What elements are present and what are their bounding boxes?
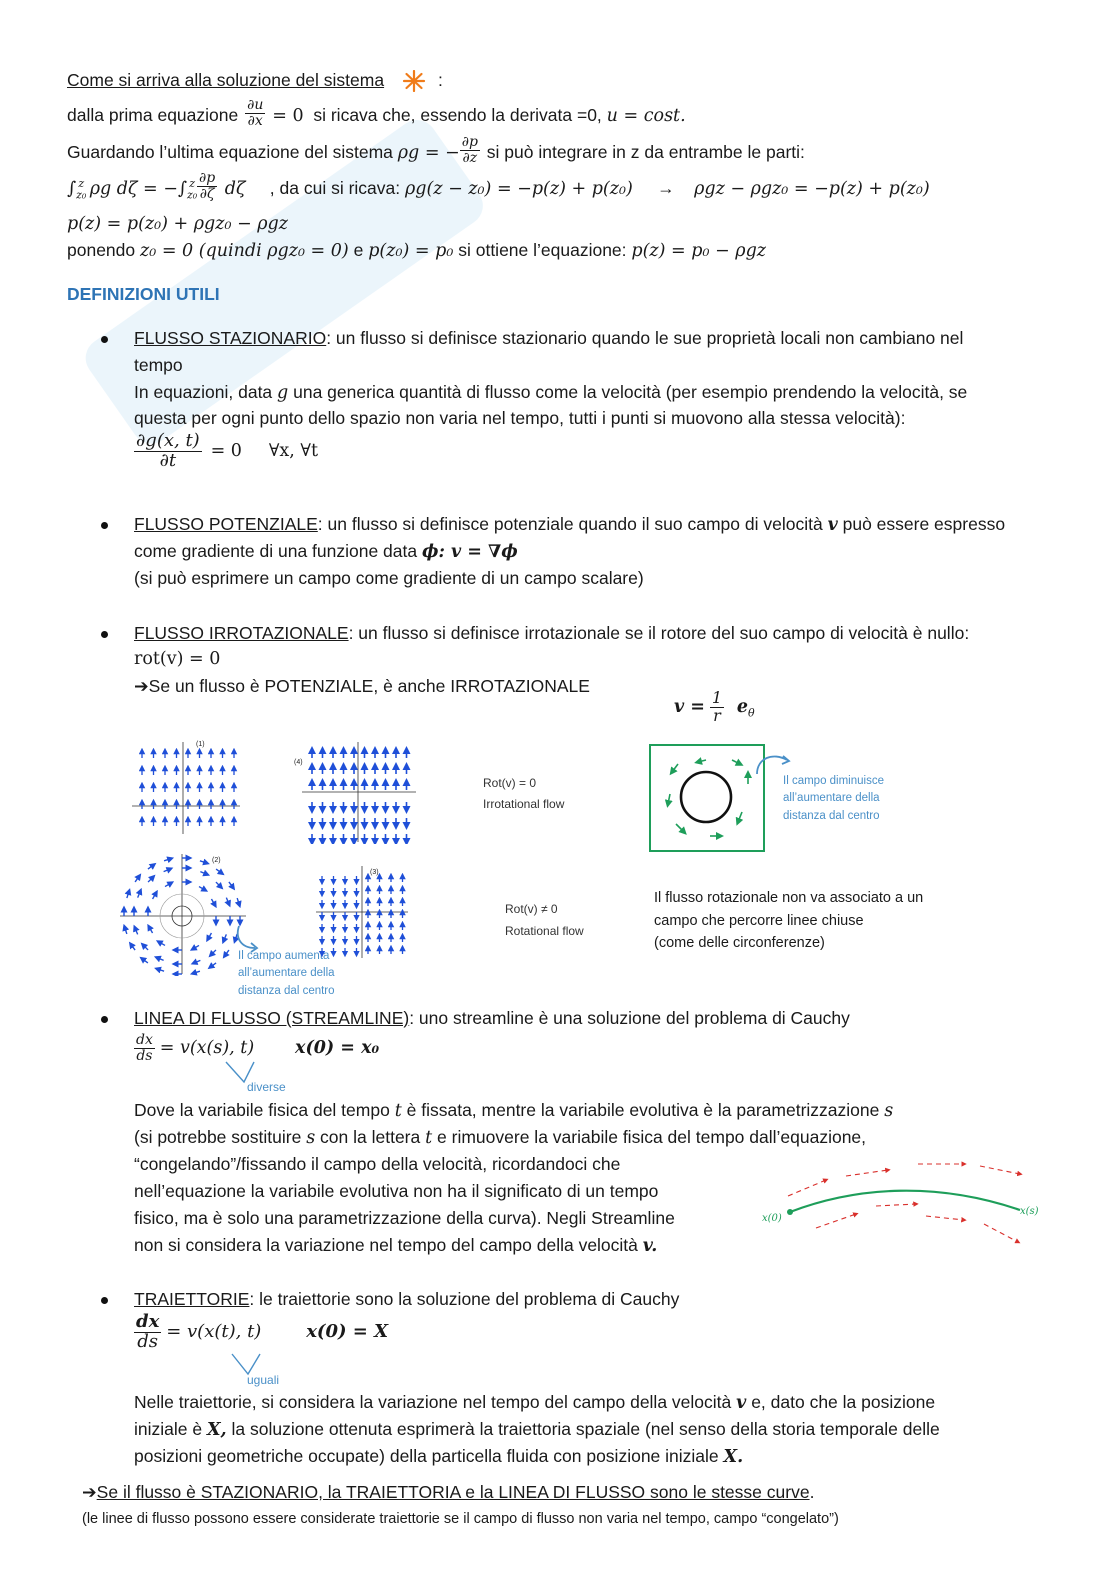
irrotazionale-text-3: Se un flusso è POTENZIALE, è anche IRROTAZIONALE: [148, 676, 590, 696]
intro-line-5: [67, 240, 766, 263]
term-stazionario: FLUSSO STAZIONARIO: [134, 328, 327, 348]
intro-line-4: p(z) = p(z₀) + ρgz₀ − ρgz: [67, 214, 288, 234]
intro-line5-math-3: p(z) = p₀ − ρgz: [631, 241, 766, 261]
symbol-X: X,: [206, 1420, 227, 1440]
streamline-para-5: fisico, ma è solo una parametrizzazione della curva). Negli Streamline: [134, 1208, 675, 1228]
potenziale-line-2: [134, 541, 518, 564]
du-dx-fraction: $\frac{\partial u}{\partial x}$: [247, 97, 264, 129]
streamline-text-1: : uno streamline è una soluzione del problema di Cauchy: [409, 1008, 850, 1028]
streamline-p2-post: e rimuovere la variabile fisica del tempo dall’equazione,: [437, 1127, 867, 1147]
intro-line5-pre: ponendo: [67, 240, 136, 260]
field-arrow: [153, 893, 157, 899]
symbol-s: s: [306, 1128, 316, 1148]
streamline-fig-xs: x(s): [1020, 1206, 1039, 1217]
streamline-p1-mid: è fissata, mentre la variabile evolutiva è la parametrizzazione: [406, 1100, 880, 1120]
field-arrow: [125, 927, 127, 934]
formula-den: r: [713, 705, 721, 725]
streamline-eq-ic: x(0) = x₀: [295, 1037, 380, 1058]
traiettorie-text-1: : le traiettorie sono la soluzione del problema di Cauchy: [249, 1289, 680, 1309]
shear-flow-field: [292, 740, 422, 844]
field-arrow: [193, 971, 200, 973]
intro-line-2: Guardando l’ultima equazione del sistema ρg = − $\frac{\partial p}{\partial z}$ si può integrare in z da entrambe le parti:: [67, 134, 805, 166]
streamline-p6-pre: non si considera la variazione nel tempo del campo della velocità: [134, 1235, 638, 1255]
figure-label-3: (3): [370, 869, 379, 876]
u-const-math: u = cost.: [606, 105, 686, 126]
linear-shear-field: [312, 864, 412, 960]
rot-note-3: (come delle circonferenze): [654, 935, 825, 951]
bullet: [101, 1297, 108, 1304]
traiettorie-p3-pre: posizioni geometriche occupate) della particella fluida con posizione iniziale: [134, 1446, 719, 1466]
field-arrow: [164, 859, 171, 861]
eq-rhs: = 0: [210, 441, 242, 462]
streamline-eq-den: ds: [136, 1047, 153, 1064]
symbol-t: t: [394, 1101, 402, 1121]
star-icon: [402, 70, 426, 92]
field-arrow: [237, 898, 239, 905]
intro-line1-post: si ricava che, essendo la derivata =0,: [313, 104, 602, 125]
rot-note-2: campo che percorre linee chiuse: [654, 913, 864, 929]
velocity-formula: [674, 690, 755, 725]
streamline-line-1: [134, 1008, 850, 1030]
stazionario-line-4: questa per ogni punto dello spazio non varia nel tempo, tutti i punti si muovono alla stessa velocità):: [134, 408, 906, 428]
intro-line3-mid: , da cui si ricava:: [269, 177, 401, 198]
eq-forall: ∀x, ∀t: [268, 441, 318, 462]
intro-line2-pre: Guardando l’ultima equazione del sistema: [67, 141, 393, 162]
irrot-label-1: Rot(v) = 0: [483, 776, 537, 790]
stazionario-text-3-pre: In equazioni, data: [134, 382, 273, 402]
section-heading: DEFINIZIONI UTILI: [67, 284, 220, 304]
intro-line5-e: e: [353, 240, 364, 260]
intro-line-1: dalla prima equazione $\frac{\partial u}{\partial x}$ = 0 si ricava che, essendo la derivata =0, u = cost.: [67, 97, 686, 129]
stazionario-text-3-post: una generica quantità di flusso come la velocità (per esempio prendendo la velocità, se: [293, 382, 968, 402]
traiettorie-eq-num: dx: [136, 1311, 160, 1332]
field-arrow: [210, 963, 216, 967]
traiettorie-eq-rhs: = v(x(t), t): [166, 1321, 262, 1343]
field-arrow: [224, 934, 227, 940]
field-arrow: [164, 869, 170, 872]
rot-label-1: Rot(v) ≠ 0: [505, 902, 558, 916]
streamline-para-3: “congelando”/fissando il campo della velocità, ricordandoci che: [134, 1154, 621, 1174]
field-arrow: [208, 933, 212, 939]
intro-line1-pre: dalla prima equazione: [67, 104, 239, 125]
vortex-box-diagram: [648, 742, 768, 854]
field-arrow: [148, 877, 153, 882]
streamline-eq-num: dx: [136, 1032, 153, 1048]
stazionario-line-2: tempo: [134, 355, 183, 375]
formula-num: 1: [711, 688, 722, 707]
symbol-t: t: [425, 1128, 433, 1148]
bullet: [101, 1016, 108, 1023]
field-arrow: [148, 865, 154, 869]
figure-label-1: (1): [196, 741, 205, 748]
stazionario-text-1: : un flusso si definisce stazionario quando le sue proprietà locali non cambiano nel: [326, 328, 964, 348]
field-arrow: [211, 899, 215, 905]
traiettorie-eq-den: ds: [137, 1330, 159, 1352]
field-arrow: [193, 945, 199, 949]
gradient-math: ϕ: v = ∇ϕ: [422, 542, 518, 562]
rot-note-1: Il flusso rotazionale non va associato a un: [654, 890, 924, 906]
traiettorie-para-3: [134, 1446, 743, 1469]
traiettorie-p2-pre: iniziale è: [134, 1419, 203, 1439]
intro-title: Come si arriva alla soluzione del sistema: [67, 70, 385, 90]
streamline-para-6: [134, 1235, 657, 1258]
field-arrow: [216, 882, 221, 887]
field-arrow: [138, 891, 141, 897]
figure-label-4: (4): [294, 759, 303, 766]
field-arrow: [157, 958, 163, 961]
potenziale-text-1-post: può essere espresso: [842, 514, 1006, 534]
field-arrow: [229, 882, 233, 888]
symbol-v: v: [827, 515, 838, 535]
circular-vortex-field: [118, 852, 250, 976]
field-arrow: [194, 960, 200, 963]
potenziale-line-3: (si può esprimere un campo come gradiente di un campo scalare): [134, 568, 644, 588]
term-potenziale: FLUSSO POTENZIALE: [134, 514, 318, 534]
streamline-para-4: nell’equazione la variabile evolutiva non ha il significato di un tempo: [134, 1181, 659, 1201]
field-arrow: [225, 950, 229, 956]
integral-left: $\int_{z_0}^z$ ρg $d\zeta = -\int_{z_0}^z$: [67, 177, 198, 202]
figure-label-2: (2): [212, 857, 221, 864]
field-arrow: [143, 945, 148, 950]
field-arrow: [199, 887, 205, 891]
field-arrow: [211, 950, 216, 955]
stazionario-equation: [134, 432, 318, 471]
uniform-flow-field: [128, 738, 248, 838]
streamline-p1-pre: Dove la variabile fisica del tempo: [134, 1100, 390, 1120]
symbol-s: s: [884, 1101, 894, 1121]
streamline-curve-diagram: [758, 1158, 1048, 1248]
right-arrow-icon: ➔: [134, 676, 149, 696]
formula-e: e: [736, 696, 749, 717]
intro-line-3: $\int_{z_0}^z$ ρg $d\zeta = -\int_{z_0}^z$ $\frac{\partial p}{\partial\zeta}$ dζ , da cui si ricava: ρg(z − z₀) = −p(z) + p(z₀) → ρgz − ρgz₀ = −p(z) + p(z₀): [67, 170, 930, 202]
conclusion-dot: .: [809, 1482, 815, 1502]
traiettorie-para-2: [134, 1419, 940, 1442]
note-field-decreases: Il campo diminuisce all’aumentare della distanza dal centro: [783, 775, 884, 822]
field-arrow: [142, 959, 148, 963]
field-arrow: [226, 898, 229, 904]
arrow-icon: →: [657, 177, 675, 198]
rot-equation: rot(v) = 0: [134, 649, 221, 669]
traiettorie-p1-pre: Nelle traiettorie, si considera la variazione nel tempo del campo della velocità: [134, 1392, 732, 1412]
annotation-diverse: diverse: [247, 1080, 286, 1094]
streamline-eq-rhs: = v(x(s), t): [159, 1037, 255, 1058]
potenziale-text-2-pre: come gradiente di una funzione data: [134, 541, 418, 561]
field-arrow: [200, 872, 206, 875]
traiettorie-eq-ic: x(0) = X: [306, 1321, 389, 1343]
bullet: [101, 631, 108, 638]
bullet: [101, 522, 108, 529]
intro-line5-post: si ottiene l’equazione:: [458, 240, 627, 260]
streamline-p2-pre: (si potrebbe sostituire: [134, 1127, 302, 1147]
annotation-uguali: uguali: [247, 1373, 280, 1387]
traiettorie-line-1: [134, 1289, 679, 1311]
intro-line5-math-2: p(z₀) = p₀: [368, 241, 454, 261]
symbol-v: v: [736, 1393, 747, 1413]
intro-eq-1: ρg(z − z₀) = −p(z) + p(z₀): [405, 178, 633, 199]
field-arrow: [216, 869, 222, 873]
rot-label-2: Rotational flow: [505, 924, 584, 938]
irrotazionale-line-3: [134, 676, 590, 698]
conclusion-line: [82, 1482, 814, 1504]
formula-theta: θ: [748, 706, 755, 720]
eq-denominator: ∂t: [159, 449, 177, 471]
irrot-label-2: Irrotational flow: [483, 797, 565, 811]
streamline-p2-mid: con la lettera: [320, 1127, 421, 1147]
field-arrow: [157, 969, 164, 971]
formula-v: v =: [674, 696, 705, 717]
traiettorie-p2-post: la soluzione ottenuta esprimerà la traiettoria spaziale (nel senso della storia temporale delle: [231, 1419, 940, 1439]
footer-note: (le linee di flusso possono essere considerate traiettorie se il campo di flusso non varia nel tempo, campo “congelato”): [82, 1511, 839, 1527]
field-arrow: [131, 944, 135, 950]
field-arrow: [127, 891, 129, 898]
traiettorie-equation: [134, 1313, 388, 1352]
potenziale-text-1-pre: : un flusso si definisce potenziale quando il suo campo di velocità: [317, 514, 823, 534]
conclusion-text: Se il flusso è STAZIONARIO, la TRAIETTORIA e la LINEA DI FLUSSO sono le stesse curve: [96, 1482, 810, 1502]
potenziale-line-1: [134, 514, 1005, 537]
dp-dz-fraction: $\frac{\partial p}{\partial z}$: [461, 134, 478, 166]
term-streamline: LINEA DI FLUSSO (STREAMLINE): [134, 1008, 410, 1028]
field-arrow: [159, 942, 165, 946]
irrotazionale-text-1: : un flusso si definisce irrotazionale se il rotore del suo campo di velocità è nullo:: [348, 623, 970, 643]
note-field-increases: Il campo aumenta all’aumentare della distanza dal centro: [238, 950, 335, 997]
intro-eq-2: ρgz − ρgz₀ = −p(z) + p(z₀): [694, 178, 930, 199]
symbol-g: g: [277, 383, 289, 403]
traiettorie-p1-post: e, dato che la posizione: [751, 1392, 936, 1412]
irrotazionale-line-1: [134, 623, 969, 645]
intro-title-colon: :: [438, 70, 443, 90]
field-arrow: [135, 876, 139, 882]
stazionario-line-3: [134, 382, 967, 405]
field-arrow: [165, 883, 171, 887]
streamline-para-1: [134, 1100, 893, 1123]
field-arrow: [149, 927, 153, 933]
term-irrotazionale: FLUSSO IRROTAZIONALE: [134, 623, 349, 643]
intro-line5-math-1: z₀ = 0 (quindi ρgz₀ = 0): [140, 241, 349, 261]
eq-numerator: ∂g(x, t): [136, 430, 200, 451]
right-arrow-icon: ➔: [82, 1482, 97, 1502]
traiettorie-para-1: [134, 1392, 935, 1415]
streamline-para-2: [134, 1127, 866, 1150]
symbol-X: X.: [723, 1447, 744, 1467]
symbol-v: v.: [642, 1236, 658, 1256]
term-traiettorie: TRAIETTORIE: [134, 1289, 250, 1309]
bullet: [101, 336, 108, 343]
field-arrow: [200, 861, 207, 863]
intro-line2-post: si può integrare in z da entrambe le parti:: [486, 141, 805, 162]
streamline-fig-x0: x(0): [762, 1213, 782, 1224]
field-arrow: [135, 928, 138, 934]
stazionario-line-1: [134, 328, 963, 350]
